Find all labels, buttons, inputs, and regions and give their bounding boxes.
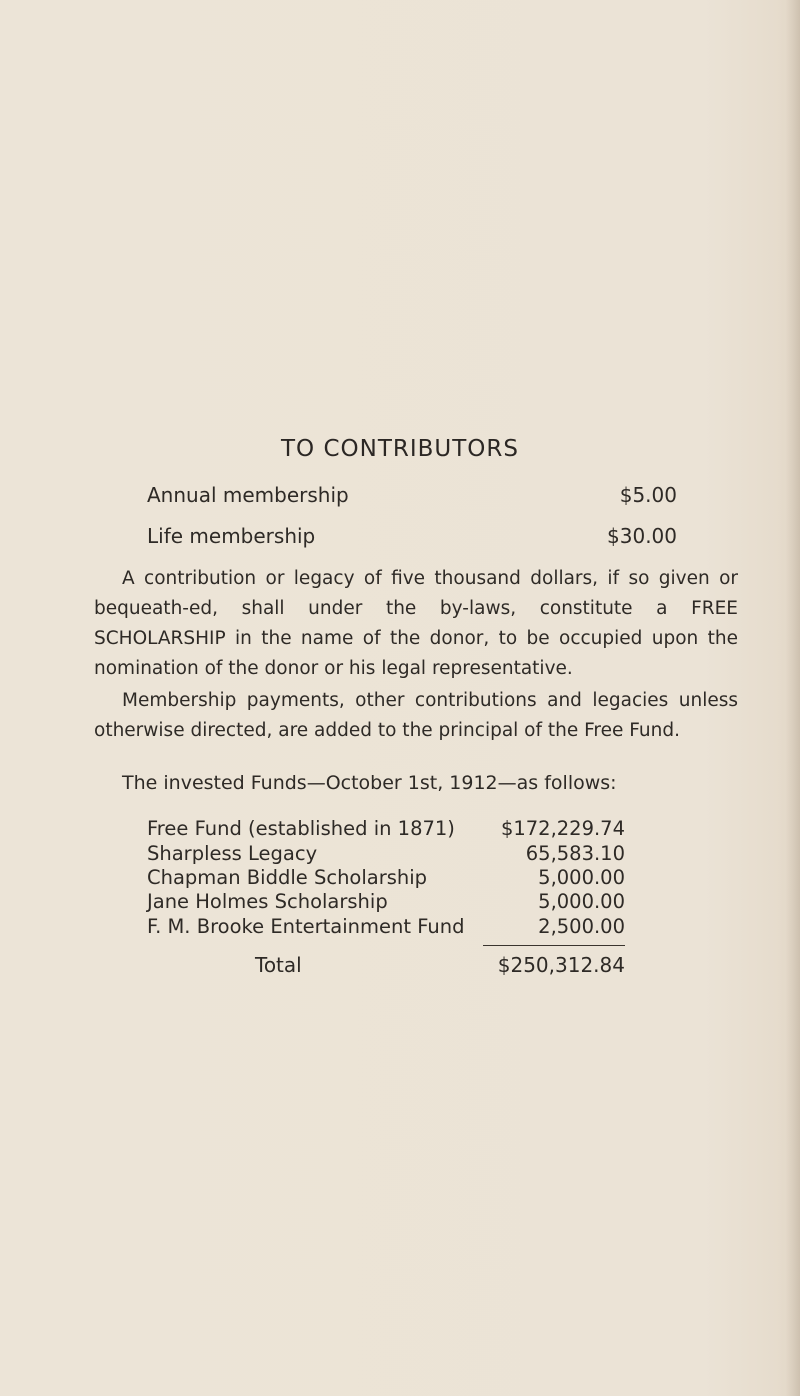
fund-label: Jane Holmes Scholarship — [147, 890, 388, 913]
membership-paragraph: Membership payments, other contributions and legacies unless otherwise directed, are added to the principal of the Free Fund. — [94, 690, 738, 741]
page-title: TO CONTRIBUTORS — [281, 436, 519, 462]
fee-row-annual — [147, 483, 677, 513]
scholarship-paragraph: A contribution or legacy of five thousand dollars, if so given or bequeath-ed, shall under the by-laws, constitute a FREE SCHOLARSHIP in the name of the donor, to be occupied upon the nomination of the donor or his legal representative. — [94, 568, 738, 679]
fee-row-life — [147, 524, 677, 554]
fund-row — [147, 817, 625, 845]
fee-amount: $30.00 — [607, 524, 677, 548]
page-edge-shadow — [786, 0, 800, 1396]
fund-row — [147, 890, 625, 918]
fund-row — [147, 915, 625, 943]
fund-amount: $172,229.74 — [500, 817, 625, 840]
fund-label: Chapman Biddle Scholarship — [147, 866, 428, 889]
fund-label: Free Fund (established in 1871) — [147, 817, 455, 840]
fee-amount: $5.00 — [619, 483, 677, 507]
fee-label: Life membership — [147, 524, 316, 548]
fund-amount: 2,500.00 — [538, 915, 625, 938]
fund-amount: 5,000.00 — [538, 866, 625, 889]
funds-intro: The invested Funds—October 1st, 1912—as follows: — [122, 772, 617, 794]
fee-label: Annual membership — [147, 483, 349, 507]
total-label: Total — [255, 953, 302, 977]
total-row — [255, 953, 625, 983]
fund-amount: 5,000.00 — [538, 890, 625, 913]
total-amount: $250,312.84 — [497, 953, 625, 977]
fund-label: F. M. Brooke Entertainment Fund — [147, 915, 465, 938]
total-rule — [483, 945, 625, 946]
fund-label: Sharpless Legacy — [147, 842, 318, 865]
fund-amount: 65,583.10 — [525, 842, 625, 865]
